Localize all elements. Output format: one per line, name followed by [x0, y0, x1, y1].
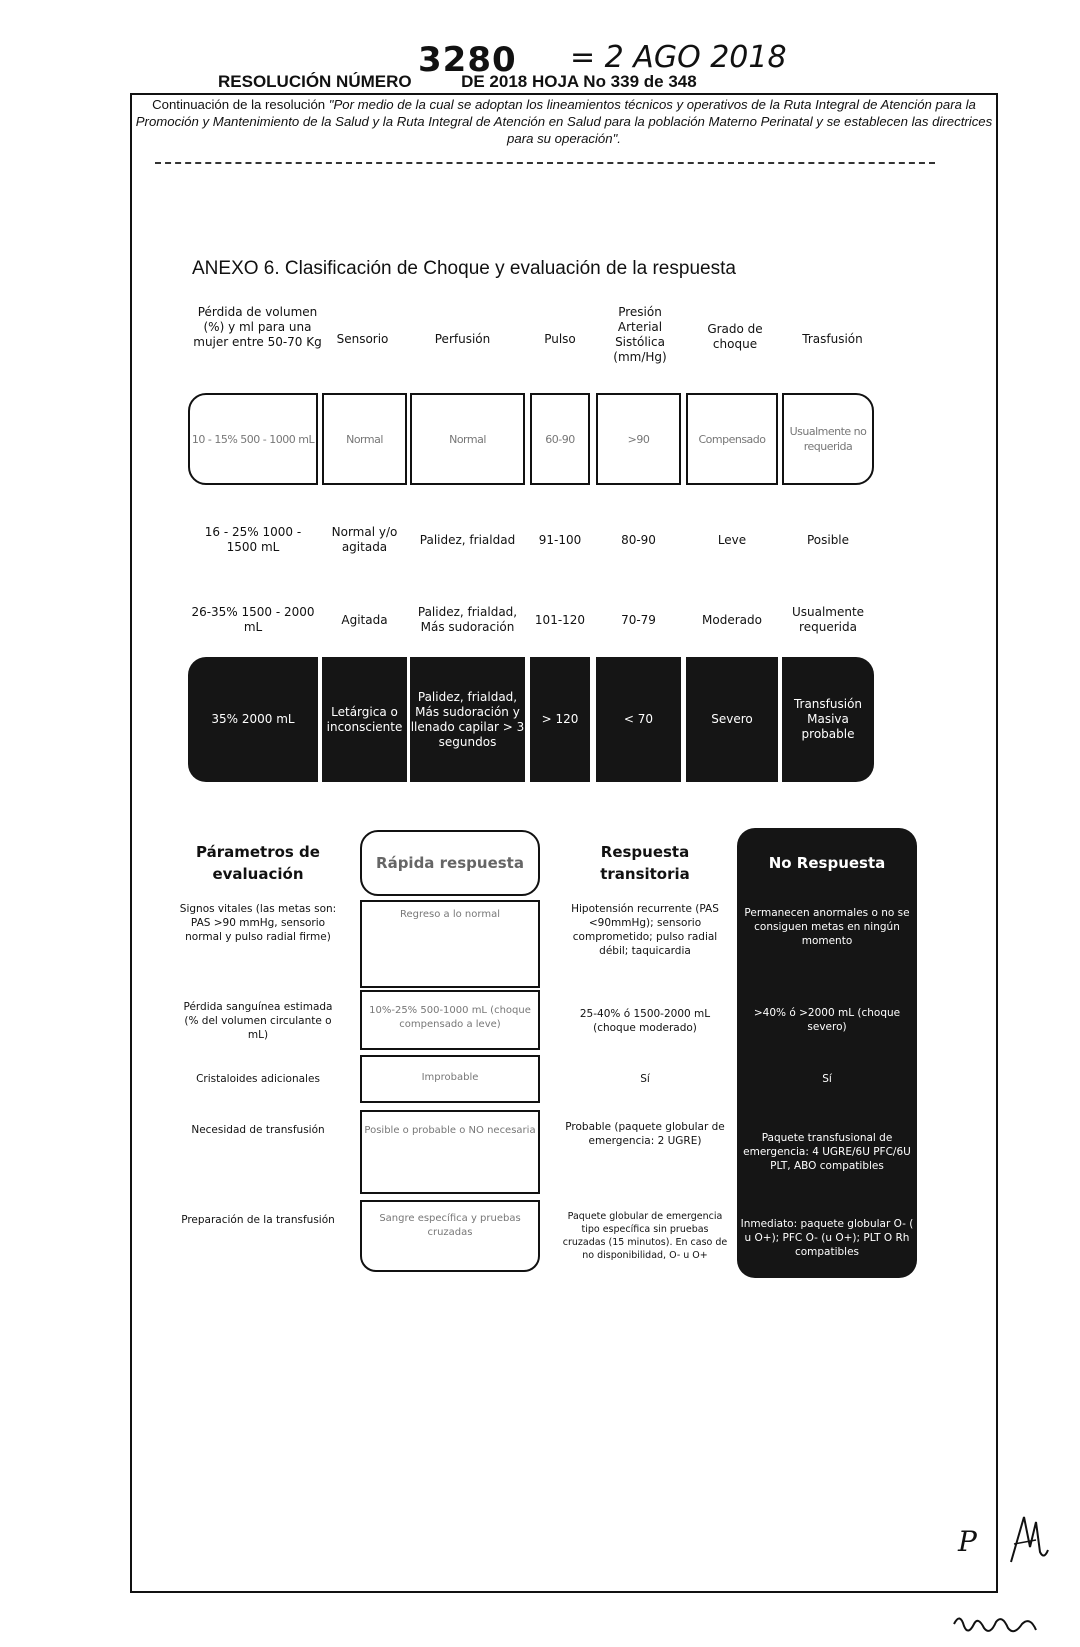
header-perfusion: Perfusión	[434, 332, 491, 346]
eval-row5-transitoria: Paquete globular de emergencia tipo específica sin pruebas cruzadas (15 minutos). En caso de no disponibilidad, O- u O+	[562, 1211, 728, 1261]
shock-row2-perfusion: Palidez, frialdad	[419, 532, 516, 547]
shock-row1-presion: >90	[596, 393, 681, 485]
shock-row3-sensorio: Agitada	[341, 612, 388, 627]
shock-row4-pulso: > 120	[530, 657, 590, 782]
signature-line-icon	[950, 1610, 1040, 1640]
eval-row3-no: Sí	[737, 1052, 917, 1106]
continuation-paragraph	[134, 96, 994, 147]
eval-row4-transitoria: Probable (paquete globular de emergencia: 2 UGRE)	[565, 1121, 725, 1147]
header-grado: Grado de choque	[707, 322, 763, 351]
shock-row4-grado: Severo	[686, 657, 778, 782]
resolution-prefix: RESOLUCIÓN NÚMERO	[218, 72, 412, 91]
shock-row4-volume: 35% 2000 mL	[188, 657, 318, 782]
header-pulso: Pulso	[544, 332, 576, 346]
eval-row1-transitoria: Hipotensión recurrente (PAS <90mmHg); sensorio comprometido; pulso radial débil; taquicardia	[571, 903, 719, 957]
eval-header-transitoria: Respuesta transitoria	[600, 843, 690, 883]
shock-row1-sensorio: Normal	[322, 393, 407, 485]
shock-row4-presion: < 70	[596, 657, 681, 782]
signature-initial: P	[958, 1525, 977, 1558]
handwritten-date: = 2 AGO 2018	[570, 40, 787, 75]
eval-row3-param: Cristaloides adicionales	[196, 1073, 320, 1085]
shock-row3-volume: 26-35% 1500 - 2000 mL	[191, 605, 315, 634]
eval-row3-rapida: Improbable	[360, 1055, 540, 1103]
eval-row4-no: Paquete transfusional de emergencia: 4 UGRE/6U PFC/6U PLT, ABO compatibles	[737, 1106, 917, 1198]
shock-row2-grado: Leve	[717, 532, 747, 547]
eval-row2-param: Pérdida sanguínea estimada (% del volumen circulante o mL)	[183, 1001, 333, 1041]
eval-row2-transitoria: 25-40% ó 1500-2000 mL (choque moderado)	[579, 1008, 711, 1034]
shock-row2-presion: 80-90	[621, 532, 656, 547]
continuation-text: "Por medio de la cual se adoptan los lineamientos técnicos y operativos de la Ruta Integral de Atención para la Promoción y Mantenimiento de la Salud y la Ruta Integral de Atención en Salud para la población Materno Perinatal y se establecen las directrices para su operación".	[135, 97, 993, 146]
eval-header-params: Párametros de evaluación	[196, 843, 320, 883]
shock-row4-sensorio: Letárgica o inconsciente	[322, 657, 407, 782]
eval-row4-param: Necesidad de transfusión	[191, 1124, 325, 1136]
eval-row5-no: Inmediato: paquete globular O- ( u O+); PFC O- (u O+); PLT O Rh compatibles	[737, 1198, 917, 1278]
shock-row3-presion: 70-79	[621, 612, 656, 627]
eval-row2-rapida: 10%-25% 500-1000 mL (choque compensado a leve)	[360, 990, 540, 1050]
eval-row1-param: Signos vitales (las metas son: PAS >90 mmHg, sensorio normal y pulso radial firme)	[179, 903, 337, 943]
shock-row1-pulso: 60-90	[530, 393, 590, 485]
shock-row1-perfusion: Normal	[410, 393, 525, 485]
resolution-line	[218, 72, 697, 92]
eval-header-rapida: Rápida respuesta	[360, 830, 540, 896]
eval-row5-param: Preparación de la transfusión	[181, 1214, 335, 1226]
eval-row1-no: Permanecen anormales o no se consiguen metas en ningún momento	[737, 898, 917, 988]
eval-row4-rapida: Posible o probable o NO necesaria	[360, 1110, 540, 1194]
shock-row1-volume: 10 - 15% 500 - 1000 mL	[188, 393, 318, 485]
shock-row4-trasfusion: Transfusión Masiva probable	[782, 657, 874, 782]
shock-row2-volume: 16 - 25% 1000 - 1500 mL	[204, 525, 302, 554]
shock-row1-grado: Compensado	[686, 393, 778, 485]
shock-row1-trasfusion: Usualmente no requerida	[782, 393, 874, 485]
resolution-suffix: DE 2018 HOJA No 339 de 348	[461, 72, 697, 91]
continuation-prefix: Continuación de la resolución	[152, 97, 329, 112]
shock-row3-trasfusion: Usualmente requerida	[791, 605, 865, 634]
shock-row3-grado: Moderado	[702, 612, 762, 627]
page-header	[130, 30, 950, 90]
header-sensorio: Sensorio	[336, 332, 389, 346]
annex-title: ANEXO 6. Clasificación de Choque y evaluación de la respuesta	[192, 258, 736, 279]
shock-row4-perfusion: Palidez, frialdad, Más sudoración y llenado capilar > 3 segundos	[410, 657, 525, 782]
header-trasfusion: Trasfusión	[802, 332, 863, 346]
shock-row2-pulso: 91-100	[538, 532, 582, 547]
eval-row5-rapida: Sangre específica y pruebas cruzadas	[360, 1200, 540, 1272]
shock-row2-trasfusion: Posible	[806, 532, 850, 547]
eval-header-no-respuesta: No Respuesta	[737, 828, 917, 898]
eval-row3-transitoria: Sí	[640, 1073, 650, 1085]
signature-scribble-icon	[1006, 1512, 1051, 1567]
shock-row3-perfusion: Palidez, frialdad, Más sudoración	[417, 605, 518, 634]
dotted-separator	[155, 162, 935, 164]
shock-row3-pulso: 101-120	[534, 612, 586, 627]
shock-row2-sensorio: Normal y/o agitada	[331, 525, 398, 554]
eval-row2-no: >40% ó >2000 mL (choque severo)	[737, 988, 917, 1052]
header-presion: Presión Arterial Sistólica (mm/Hg)	[613, 305, 667, 364]
header-volume-loss: Pérdida de volumen (%) y ml para una mujer entre 50-70 Kg	[193, 305, 322, 349]
eval-row1-rapida: Regreso a lo normal	[360, 900, 540, 988]
handwritten-resolution-number: 3280	[418, 40, 517, 80]
